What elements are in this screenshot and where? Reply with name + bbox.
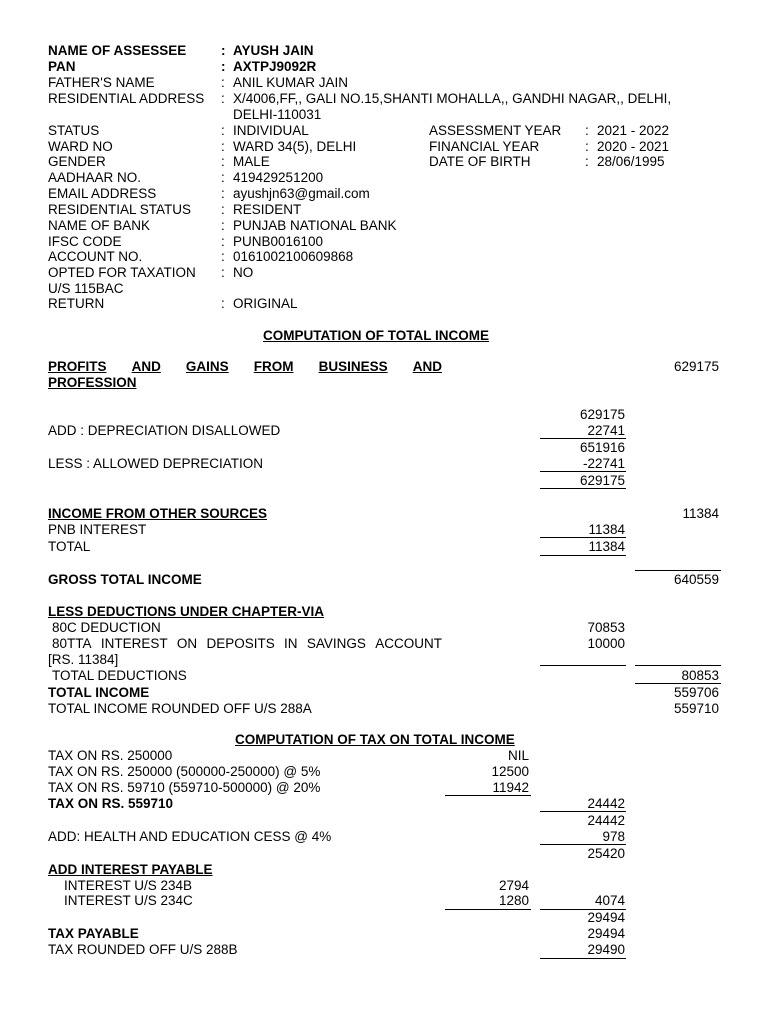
pnb-interest-value: 11384 — [588, 522, 625, 537]
deduction-80tta-word: DEPOSITS — [206, 636, 275, 651]
interest-234b-value: 2794 — [498, 878, 529, 893]
subtotal-rule — [540, 555, 626, 556]
value-return: ORIGINAL — [233, 296, 298, 311]
tax-rounded-value: 29490 — [587, 942, 625, 957]
total-income-rounded-label: TOTAL INCOME ROUNDED OFF U/S 288A — [48, 701, 312, 716]
tax-after-interest: 29494 — [587, 910, 625, 925]
value-residential-address: X/4006,FF,, GALI NO.15,SHANTI MOHALLA,, GANDHI NAGAR,, DELHI, — [233, 91, 672, 106]
interest-total-value: 4074 — [594, 893, 625, 908]
separator: : — [221, 123, 225, 138]
subtotal-rule — [635, 683, 721, 684]
business-heading-word: AND — [131, 359, 161, 374]
value-date-of-birth: 28/06/1995 — [597, 154, 665, 169]
deduction-80tta-word: ON — [176, 636, 198, 651]
business-opening-value: 629175 — [579, 407, 625, 422]
other-total-label: TOTAL — [48, 539, 91, 554]
business-subtotal-1: 651916 — [579, 440, 625, 455]
separator: : — [585, 139, 589, 154]
value-name-of-assessee: AYUSH JAIN — [233, 43, 314, 58]
tax-slab-3-value: 11942 — [492, 780, 529, 795]
deduction-80tta-label-line2: [RS. 11384] — [48, 652, 119, 667]
value-residential-status: RESIDENT — [233, 202, 302, 217]
value-residential-address-line2: DELHI-110031 — [233, 107, 322, 122]
separator: : — [585, 154, 589, 169]
label-status: STATUS — [48, 123, 100, 138]
subtotal-rule — [540, 488, 626, 489]
value-opted-for-taxation: NO — [233, 265, 254, 280]
total-income-label: TOTAL INCOME — [48, 685, 150, 700]
business-subtotal-2: 629175 — [579, 473, 625, 488]
deduction-80tta-word: ACCOUNT — [375, 636, 442, 651]
value-financial-year: 2020 - 2021 — [597, 139, 670, 154]
subtotal-rule — [540, 665, 626, 666]
value-email-address: ayushjn63@gmail.com — [233, 186, 370, 201]
value-status: INDIVIDUAL — [233, 123, 309, 138]
label-name-of-assessee: NAME OF ASSESSEE — [48, 43, 187, 58]
deduction-80tta-label — [52, 636, 442, 652]
deduction-80tta-word: INTEREST — [100, 636, 168, 651]
label-pan: PAN — [48, 59, 76, 74]
separator: : — [221, 59, 226, 74]
tax-slab-2-label: TAX ON RS. 250000 (500000-250000) @ 5% — [48, 764, 321, 779]
label-name-of-bank: NAME OF BANK — [48, 218, 151, 233]
tax-section-title: COMPUTATION OF TAX ON TOTAL INCOME — [235, 732, 515, 747]
label-ward-no: WARD NO — [48, 139, 113, 154]
tax-on-income-label: TAX ON RS. 559710 — [48, 796, 174, 811]
value-fathers-name: ANIL KUMAR JAIN — [233, 75, 349, 90]
tax-slab-1-value: NIL — [507, 748, 529, 763]
label-fathers-name: FATHER'S NAME — [48, 75, 155, 90]
tax-on-income-value: 24442 — [587, 796, 625, 811]
gross-total-income-label: GROSS TOTAL INCOME — [48, 572, 202, 587]
subtotal-rule — [540, 471, 626, 472]
value-ward-no: WARD 34(5), DELHI — [233, 139, 357, 154]
income-section-title: COMPUTATION OF TOTAL INCOME — [263, 328, 489, 343]
label-gender: GENDER — [48, 154, 106, 169]
subtotal-rule — [635, 570, 721, 571]
value-aadhaar-no: 419429251200 — [233, 170, 324, 185]
total-deductions-label: TOTAL DEDUCTIONS — [52, 668, 187, 683]
separator: : — [221, 218, 225, 233]
business-heading-word: PROFITS — [48, 359, 107, 374]
tax-slab-2-value: 12500 — [491, 764, 529, 779]
cess-value: 978 — [602, 829, 625, 844]
separator: : — [221, 154, 225, 169]
label-ifsc-code: IFSC CODE — [48, 234, 122, 249]
tax-payable-label: TAX PAYABLE — [48, 926, 139, 941]
business-heading-word: FROM — [253, 359, 294, 374]
label-return: RETURN — [48, 296, 105, 311]
label-financial-year: FINANCIAL YEAR — [429, 139, 540, 154]
label-assessment-year: ASSESSMENT YEAR — [429, 123, 562, 138]
business-heading-line2: PROFESSION — [48, 375, 137, 390]
subtotal-rule — [540, 438, 626, 439]
subtotal-rule — [540, 537, 626, 538]
subtotal-rule — [635, 665, 721, 666]
add-depreciation-label: ADD : DEPRECIATION DISALLOWED — [48, 423, 281, 438]
business-income-total: 629175 — [673, 359, 719, 374]
label-date-of-birth: DATE OF BIRTH — [429, 154, 531, 169]
subtotal-rule — [540, 811, 626, 812]
separator: : — [221, 43, 226, 58]
value-gender: MALE — [233, 154, 270, 169]
subtotal-rule — [445, 795, 531, 796]
separator: : — [221, 265, 225, 280]
business-heading-word: BUSINESS — [318, 359, 388, 374]
deduction-80tta-word: SAVINGS — [306, 636, 366, 651]
interest-payable-heading: ADD INTEREST PAYABLE — [48, 862, 213, 877]
label-aadhaar-no: AADHAAR NO. — [48, 170, 142, 185]
label-opted-for-taxation: OPTED FOR TAXATION — [48, 265, 196, 280]
label-residential-status: RESIDENTIAL STATUS — [48, 202, 192, 217]
gross-total-income-value: 640559 — [673, 572, 719, 587]
business-heading — [48, 359, 442, 375]
deduction-80c-value: 70853 — [587, 620, 625, 635]
interest-234b-label: INTEREST U/S 234B — [64, 878, 193, 893]
total-deductions-value: 80853 — [681, 668, 719, 683]
label-opted-for-taxation-line2: U/S 115BAC — [48, 281, 124, 296]
subtotal-rule — [540, 844, 626, 845]
business-heading-word: GAINS — [185, 359, 229, 374]
business-heading-word: AND — [412, 359, 442, 374]
deduction-80tta-word: 80TTA — [52, 636, 92, 651]
separator: : — [221, 296, 225, 311]
other-sources-heading: INCOME FROM OTHER SOURCES — [48, 506, 268, 521]
separator: : — [221, 234, 225, 249]
separator: : — [221, 186, 225, 201]
value-account-no: 0161002100609868 — [233, 249, 354, 264]
deduction-80c-label: 80C DEDUCTION — [52, 620, 161, 635]
total-income-rounded-value: 559710 — [673, 701, 719, 716]
separator: : — [221, 170, 225, 185]
deductions-heading: LESS DEDUCTIONS UNDER CHAPTER-VIA — [48, 604, 325, 619]
tax-slab-1-label: TAX ON RS. 250000 — [48, 748, 173, 763]
separator: : — [221, 139, 225, 154]
tax-payable-value: 29494 — [587, 926, 625, 941]
other-sources-total: 11384 — [682, 506, 719, 521]
value-assessment-year: 2021 - 2022 — [597, 123, 670, 138]
separator: : — [221, 249, 225, 264]
subtotal-rule — [445, 909, 531, 910]
cess-label: ADD: HEALTH AND EDUCATION CESS @ 4% — [48, 829, 332, 844]
total-income-value: 559706 — [673, 685, 719, 700]
separator: : — [585, 123, 589, 138]
tax-slab-3-label: TAX ON RS. 59710 (559710-500000) @ 20% — [48, 780, 321, 795]
tax-after-cess: 25420 — [587, 846, 625, 861]
tax-carry-value: 24442 — [587, 813, 625, 828]
deduction-80tta-value: 10000 — [587, 636, 625, 651]
deduction-80tta-word: IN — [284, 636, 298, 651]
value-name-of-bank: PUNJAB NATIONAL BANK — [233, 218, 397, 233]
label-email-address: EMAIL ADDRESS — [48, 186, 157, 201]
separator: : — [221, 91, 225, 106]
other-total-value: 11384 — [588, 539, 625, 554]
interest-234c-value: 1280 — [498, 893, 529, 908]
pnb-interest-label: PNB INTEREST — [48, 522, 147, 537]
separator: : — [221, 75, 225, 90]
less-depreciation-value: -22741 — [582, 456, 625, 471]
subtotal-rule — [540, 958, 626, 959]
value-pan: AXTPJ9092R — [233, 59, 317, 74]
separator: : — [221, 202, 225, 217]
label-residential-address: RESIDENTIAL ADDRESS — [48, 91, 205, 106]
label-account-no: ACCOUNT NO. — [48, 249, 143, 264]
interest-234c-label: INTEREST U/S 234C — [64, 893, 193, 908]
add-depreciation-value: 22741 — [587, 423, 625, 438]
less-depreciation-label: LESS : ALLOWED DEPRECIATION — [48, 456, 264, 471]
value-ifsc-code: PUNB0016100 — [233, 234, 324, 249]
tax-rounded-label: TAX ROUNDED OFF U/S 288B — [48, 942, 238, 957]
